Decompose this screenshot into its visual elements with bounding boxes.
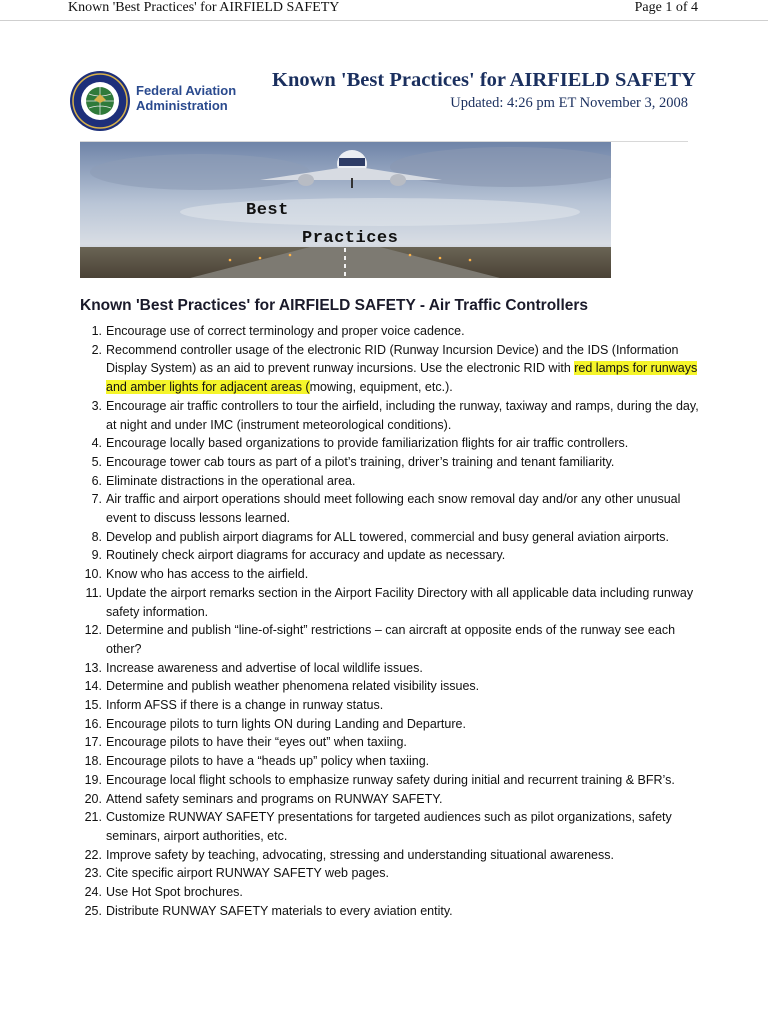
list-item: 6. Eliminate distractions in the operational area. bbox=[91, 473, 356, 488]
list-item: 20. Attend safety seminars and programs on RUNWAY SAFETY. bbox=[84, 791, 443, 806]
list-item: 21. Customize RUNWAY SAFETY presentations for targeted audiences such as pilot organizations, safety seminars, airport authorities, etc. bbox=[84, 810, 672, 843]
best-practices-list bbox=[80, 322, 700, 921]
list-item: 7. Air traffic and airport operations should meet following each snow removal day and/or any other unusual event to discuss lessons learned. bbox=[91, 492, 681, 526]
section-title: Known 'Best Practices' for AIRFIELD SAFETY - Air Traffic Controllers bbox=[80, 297, 589, 314]
page-indicator: Page 1 of 4 bbox=[634, 0, 698, 15]
list-item: 4. Encourage locally based organizations to provide familiarization flights for air traffic controllers. bbox=[91, 436, 629, 451]
list-item: 10. Know who has access to the airfield. bbox=[84, 567, 309, 582]
list-item: 16. Encourage pilots to turn lights ON during Landing and Departure. bbox=[84, 716, 466, 731]
banner-text-practices: Practices bbox=[302, 229, 399, 248]
list-item: 14. Determine and publish weather phenomena related visibility issues. bbox=[84, 679, 480, 694]
faa-wordmark-line1: Federal Aviation bbox=[136, 83, 237, 98]
banner-image bbox=[80, 142, 611, 278]
faa-seal-icon bbox=[69, 70, 131, 132]
header-divider bbox=[0, 20, 768, 21]
faa-wordmark bbox=[136, 83, 236, 113]
list-item: 12. Determine and publish “line-of-sight” restrictions – can aircraft at opposite ends of the runway see each other? bbox=[84, 623, 676, 656]
list-item: 1. Encourage use of correct terminology and proper voice cadence. bbox=[91, 324, 465, 338]
list-item: 22. Improve safety by teaching, advocating, stressing and understanding situational awareness. bbox=[84, 847, 614, 862]
list-item: 2. Recommend controller usage of the electronic RID (Runway Incursion Device) and the IDS (Information Display System) as an aid to prevent runway incursions. Use the electronic RID with red lamps for runways and amber lights for adjacent areas (mowing, equipment, etc.). bbox=[91, 342, 698, 395]
list-item: 23. Cite specific airport RUNWAY SAFETY web pages. bbox=[84, 866, 389, 881]
list-item: 9. Routinely check airport diagrams for accuracy and update as necessary. bbox=[91, 548, 506, 563]
list-item: 11. Update the airport remarks section in the Airport Facility Directory with all applicable data including runway safety information. bbox=[85, 585, 694, 619]
list-item: 13. Increase awareness and advertise of local wildlife issues. bbox=[84, 660, 423, 675]
list-item: 5. Encourage tower cab tours as part of a pilot’s training, driver’s training and tenant familiarity. bbox=[91, 454, 615, 469]
list-item: 19. Encourage local flight schools to emphasize runway safety during initial and recurrent training & BFR’s. bbox=[84, 772, 675, 787]
print-header bbox=[0, 0, 768, 20]
list-item: 24. Use Hot Spot brochures. bbox=[84, 885, 243, 900]
banner-text-best: Best bbox=[246, 201, 289, 220]
list-item: 25. Distribute RUNWAY SAFETY materials to every aviation entity. bbox=[84, 903, 453, 918]
list-item: 8. Develop and publish airport diagrams for ALL towered, commercial and busy general aviation airports. bbox=[91, 529, 670, 544]
list-item: 18. Encourage pilots to have a “heads up” policy when taxiing. bbox=[84, 754, 430, 769]
updated-timestamp: Updated: 4:26 pm ET November 3, 2008 bbox=[450, 95, 688, 111]
list-item: 17. Encourage pilots to have their “eyes out” when taxiing. bbox=[84, 735, 407, 750]
faa-wordmark-line2: Administration bbox=[136, 98, 228, 113]
list-item: 15. Inform AFSS if there is a change in runway status. bbox=[84, 698, 384, 713]
print-header-title: Known 'Best Practices' for AIRFIELD SAFETY bbox=[68, 0, 340, 15]
page-title: Known 'Best Practices' for AIRFIELD SAFETY bbox=[272, 69, 696, 91]
list-item: 3. Encourage air traffic controllers to tour the airfield, including the runway, taxiway and ramps, during the day, at night and under IMC (instrument meteorological conditions). bbox=[91, 398, 699, 432]
highlighted-text: red lamps for runways and amber lights for adjacent areas ( bbox=[106, 361, 698, 395]
